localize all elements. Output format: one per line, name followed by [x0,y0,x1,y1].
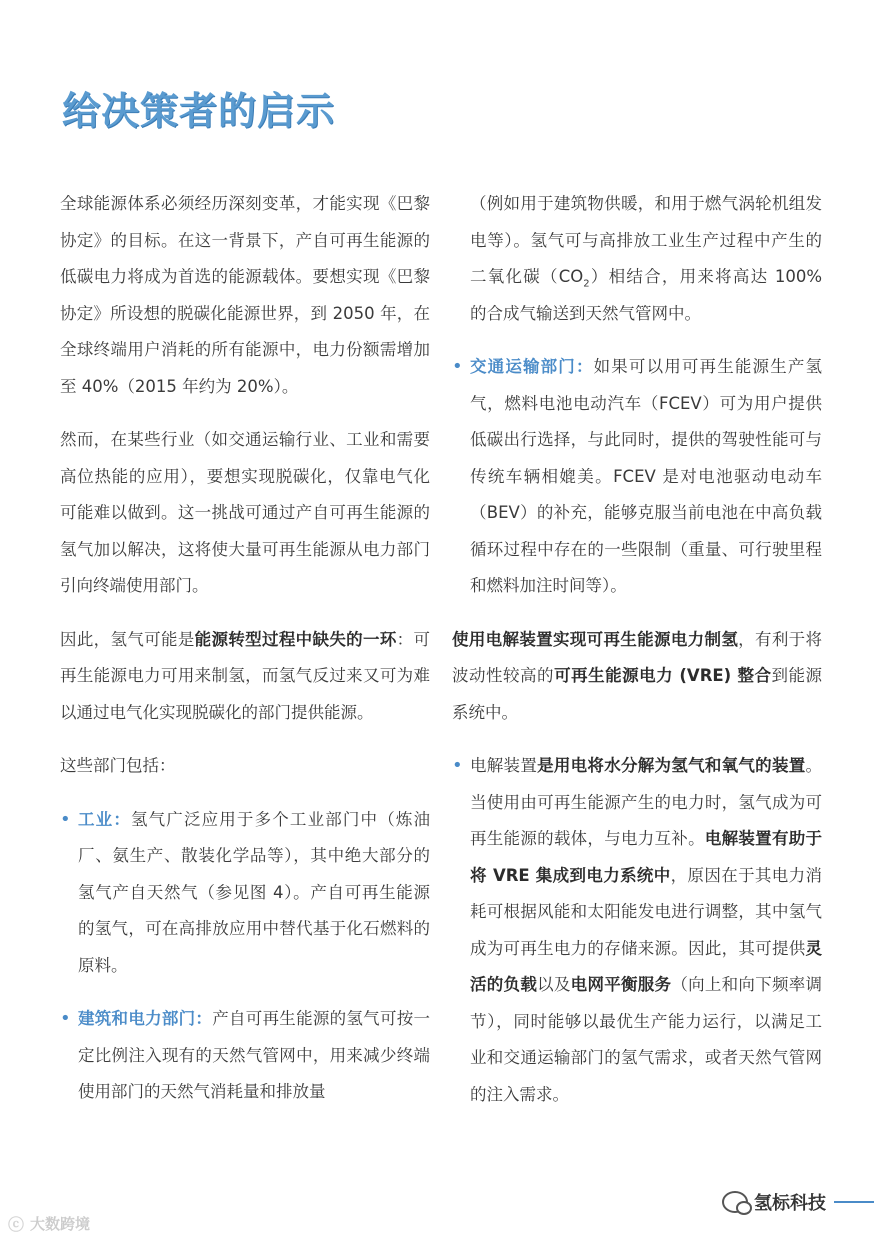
list-item-text: 氢气广泛应用于多个工业部门中（炼油厂、氨生产、散装化学品等），其中绝大部分的氢气产自天然气（参见图 4）。产自可再生能源的氢气，可在高排放应用中替代基于化石燃料的原料。 [78,809,431,975]
paragraph-3-text-a: 因此，氢气可能是 [60,629,195,649]
electrolyser-list [452,748,822,1113]
electrolyser-text-g: 以及 [537,975,571,994]
paragraph-5 [452,622,822,732]
co2-subscript: 2 [583,278,590,290]
wechat-icon [722,1191,748,1213]
list-item-industry [60,802,430,985]
brand-watermark-right [722,1188,874,1216]
paragraph-5-emphasis-a: 使用电解装置实现可再生能源电力制氢 [452,629,739,649]
electrolyser-text-i: （向上和向下频率调节），同时能够以最优生产能力运行，以满足工业和交通运输部门的氢气需求，或者天然气管网的注入需求。 [470,975,823,1104]
list-item-transport [452,349,822,605]
paragraph-3-text-c: ：可再生能源电力可用来制氢，而氢气反过来又可为难以通过电气化实现脱碳化的部门提供能源。 [60,629,431,722]
brand-watermark-left [8,1212,90,1235]
accent-line [834,1201,874,1203]
electrolyser-emphasis-d: 电解装置有助于将 VRE 集成到电力系统中 [470,829,823,885]
list-item-text: 如果可以用可再生能源生产氢气，燃料电池电动汽车（FCEV）可为用户提供低碳出行选择，与此同时，提供的驾驶性能可与传统车辆相媲美。FCEV 是对电池驱动电动车（BEV）的补充，能够克服当前电池在中高负载循环过程中存在的一些限制（重量、可行驶里程和燃料加注时间等）。 [470,357,823,595]
list-item-lead: 建筑和电力部门： [78,1009,213,1028]
left-column [60,186,430,1111]
brand-name: 氢标科技 [754,1193,826,1214]
list-item-buildings-power [60,1001,430,1111]
electrolyser-text-a: 电解装置 [470,756,538,775]
paragraph-4: 这些部门包括： [60,756,176,775]
electrolyser-emphasis-f: 灵活的负载 [470,938,822,994]
paragraph-5-text-b: ，有利于将波动性较高的 [452,629,823,685]
page-title: 给决策者的启示 [62,89,336,133]
paragraph-3-emphasis: 能源转型过程中缺失的一环 [194,629,397,649]
paragraph-3 [60,622,430,732]
paragraph-5-text-d: 到能源系统中。 [452,666,823,722]
paragraph-5-emphasis-c: 可再生能源电力 (VRE) 整合 [554,666,772,685]
paragraph-1: 全球能源体系必须经历深刻变革，才能实现《巴黎协定》的目标。在这一背景下，产自可再生能源的低碳电力将成为首选的能源载体。要想实现《巴黎协定》所设想的脱碳化能源世界，到 2050 年，在全球终端用户消耗的所有能源中，电力份额需增加至 40%（2015 年约为 20%）。 [60,194,430,396]
dashuo-logo-icon: ⓒ [8,1215,25,1234]
list-item-continuation [452,186,822,332]
continuation-text-b: ）相结合，用来将高达 100% 的合成气输送到天然气管网中。 [470,267,822,323]
electrolyser-emphasis-h: 电网平衡服务 [570,975,672,994]
list-item-lead: 工业： [78,809,131,829]
brand-left-name: 大数跨境 [30,1215,91,1233]
list-item-lead: 交通运输部门： [470,357,594,376]
continuation-text-a: （例如用于建筑物供暖，和用于燃气涡轮机组发电等）。氢气可与高排放工业生产过程中产生的二氧化碳（CO [470,194,822,286]
electrolyser-emphasis-b: 是用电将水分解为氢气和氧气的装置 [537,756,806,775]
list-item-text: 产自可再生能源的氢气可按一定比例注入现有的天然气管网中，用来减少终端使用部门的天然气消耗量和排放量 [78,1009,431,1101]
electrolyser-text-e: ，原因在于其电力消耗可根据风能和太阳能发电进行调整，其中氢气成为可再生电力的存储来源。因此，其可提供 [470,865,822,958]
right-column [452,186,822,1130]
paragraph-2: 然而，在某些行业（如交通运输行业、工业和需要高位热能的应用），要想实现脱碳化，仅靠电气化可能难以做到。这一挑战可通过产自可再生能源的氢气加以解决，这将使大量可再生能源从电力部门引向终端使用部门。 [60,430,430,595]
electrolyser-text-c: 。当使用由可再生能源产生的电力时，氢气成为可再生能源的载体，与电力互补。 [470,756,823,848]
list-item-electrolyser [452,748,822,1113]
sector-list [60,802,430,1111]
sector-list-continued [452,349,822,605]
